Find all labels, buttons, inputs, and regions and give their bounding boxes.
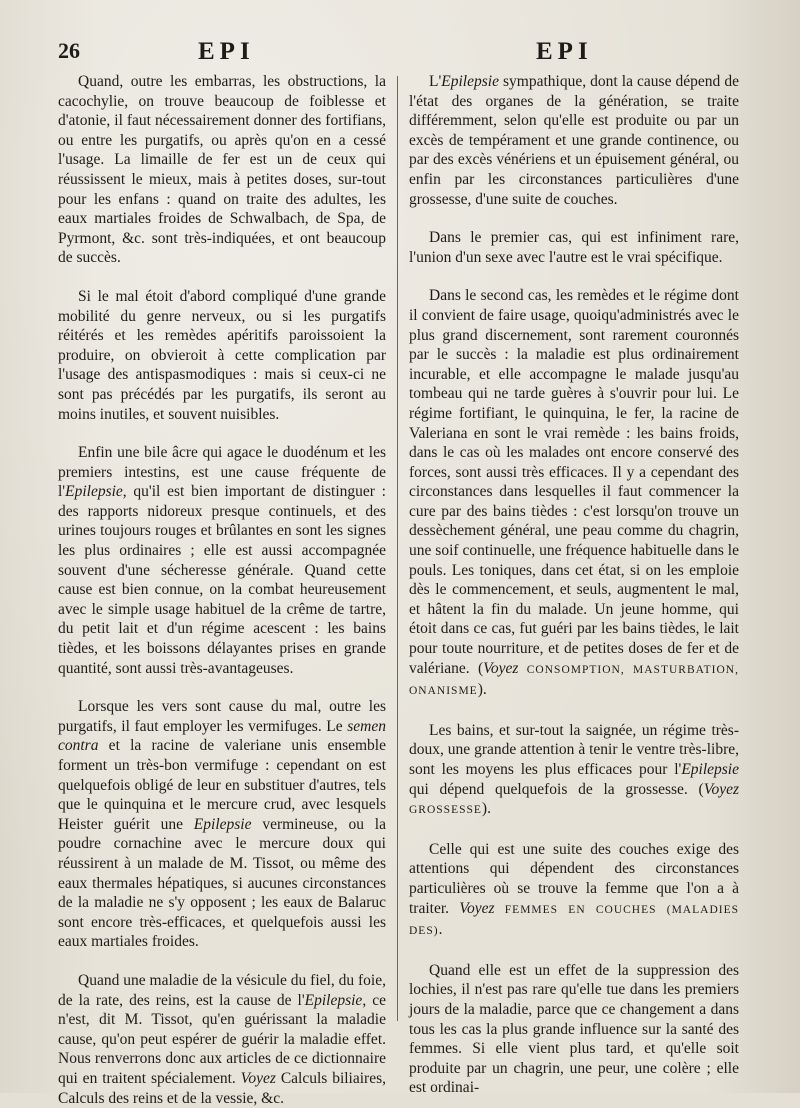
paragraph: L'Epilepsie sympathique, dont la cause dépend de l'état des organes de la génération, se traite différemment, selon qu'elle est produite ou par un excès de tempérament et une grande continence, ou par des excès vénériens et un épuisement général, ou enfin par les circonstances particulières d'une grossesse, d'une suite de couches. (409, 73, 739, 208)
running-head-left: EPI (198, 38, 255, 65)
cross-reference: CONSOMPTION, MASTURBATION, ONANISME (409, 663, 739, 698)
see-reference: Voyez (240, 1069, 276, 1087)
term-italic: Epilepsie (441, 73, 499, 90)
paragraph: Quand elle est un effet de la suppression des lochies, il n'est pas rare qu'elle tue dans les premiers jours de la maladie, parce que ce changement a dans tous les cas la plus grande influence sur la santé des femmes. Si elle vient plus tard, et qu'elle soit produite par un chagrin, une peur, une colère ; elle est ordinai- (409, 961, 739, 1097)
cross-reference: FEMMES EN COUCHES (MALADIES DES) (409, 903, 739, 938)
term-italic: Epilepsie (304, 991, 363, 1009)
see-reference: Voyez (459, 899, 495, 917)
paragraph: Quand une maladie de la vésicule du fiel, du foie, de la rate, des reins, est la cause de l'Epilepsie, ce n'est, dit M. Tissot, qu'en guérissant la maladie cause, qu'on peut espérer de guérir la maladie effet. Nous renverrons donc aux articles de ce dictionnaire qui en traitent spécialement. Voyez Calculs biliaires, Calculs des reins et de la vessie, &c. (58, 971, 386, 1107)
see-reference: Voyez (483, 659, 519, 677)
page-number: 26 (58, 38, 80, 63)
see-reference: Voyez (703, 780, 739, 798)
left-column (58, 72, 386, 1108)
running-head-right: EPI (536, 38, 593, 65)
cross-reference: GROSSESSE (409, 804, 482, 817)
column-divider (397, 76, 398, 1021)
paragraph: Lorsque les vers sont cause du mal, outre les purgatifs, il faut employer les vermifuges. Le semen contra et la racine de valeriane unis ensemble forment un très-bon vermifuge : cependant on est quelquefois obligé de leur en substituer d'autres, tels que le quinquina et le mercure crud, avec lesquels Heister guérit une Epilepsie vermineuse, ou la poudre cornachine avec le mercure doux qui réussirent à un malade de M. Tissot, ou même des eaux thermales hépatiques, si aucunes circonstances de la maladie ne s'y opposent ; les eaux de Balaruc sont encore très-efficaces, et quelquefois aussi les eaux martiales froides. (58, 698, 386, 951)
paragraph: Si le mal étoit d'abord compliqué d'une grande mobilité du genre nerveux, ou si les purgatifs réitérés et les remèdes apéritifs paroissoient la produire, on obvieroit à cette complication par l'usage des antispasmodiques : mais si ceux-ci ne sont pas précédés par les purgatifs, ils seront au moins inutiles, et souvent nuisibles. (58, 287, 386, 423)
running-head (58, 38, 760, 72)
term-italic: semen contra (58, 717, 386, 755)
paragraph: Dans le premier cas, qui est infiniment rare, l'union d'un sexe avec l'autre est le vrai spécifique. (409, 229, 739, 266)
right-column (409, 72, 739, 1098)
paragraph: Les bains, et sur-tout la saignée, un régime très-doux, une grande attention à tenir le ventre très-libre, sont les moyens les plus efficaces pour l'Epilepsie qui dépend quelquefois de la grossesse. (Voyez GROSSESSE). (409, 721, 739, 818)
term-italic: Epilepsie (65, 483, 123, 501)
paragraph: Enfin une bile âcre qui agace le duodénum et les premiers intestins, est une cause fréquente de l'Epilepsie, qu'il est bien important de distinguer : des rapports nidoreux presque continuels, et des urines toujours rouges et brûlantes en sont les signes les plus ordinaires ; elle est aussi accompagnée souvent d'une sécheresse générale. Quand cette cause est bien connue, on la combat heureusement avec le simple usage habituel de la crême de tartre, du petit lait et d'un régime acescent : les bains tièdes, et les boissons délayantes prises en grande quantité, sont aussi très-avantageuses. (58, 444, 386, 677)
term-italic: Epilepsie (193, 815, 252, 833)
paragraph: Celle qui est une suite des couches exige des attentions qui dépendent des circonstances particulières où se trouve la femme que l'on a à traiter. Voyez FEMMES EN COUCHES (MALADIES DES). (409, 840, 739, 939)
paragraph: Dans le second cas, les remèdes et le régime dont il convient de faire usage, quoiqu'administrés avec le plus grand discernement, sont rarement couronnés par le succès : la maladie est plus ordinairement incurable, et elle accompagne le malade jusqu'au tombeau qui ne tarde guères à s'ouvrir pour lui. Le régime fortifiant, le quinquina, le fer, la racine de Valeriana en sont le vrai remède : les bains froids, dans le cas où les malades ont encore conservé des forces, sont aussi très efficaces. Il y a cependant des circonstances dans lesquelles il faut commencer la cure par des bains tièdes : c'est lorsqu'on trouve un dessèchement général, une peau comme du chagrin, une soif continuelle, une fréquence habituelle dans le pouls. Les toniques, dans cet état, si on les emploie dès le commencement, et seuls, augmentent le mal, et hâtent la fin du malade. Un jeune homme, qui étoit dans ce cas, fut guéri par les bains tièdes, le lait pour toute nourriture, et de petites doses de fer et de valériane. (Voyez CONSOMPTION, MASTURBATION, ONANISME). (409, 287, 739, 699)
paragraph: Quand, outre les embarras, les obstructions, la cacochylie, on trouve beaucoup de foiblesse et d'atonie, il faut nécessairement donner des fortifians, ou entre les purgatifs, ou après qu'on en a cessé l'usage. La limaille de fer est un de ceux qui réussissent le mieux, mais à petites doses, sur-tout pour les enfans : quand on traite des adultes, les eaux martiales froides de Schwalbach, de Spa, de Pyrmont, &c. sont très-indiquées, et ont beaucoup de succès. (58, 73, 386, 267)
term-italic: Epilepsie (681, 761, 739, 778)
